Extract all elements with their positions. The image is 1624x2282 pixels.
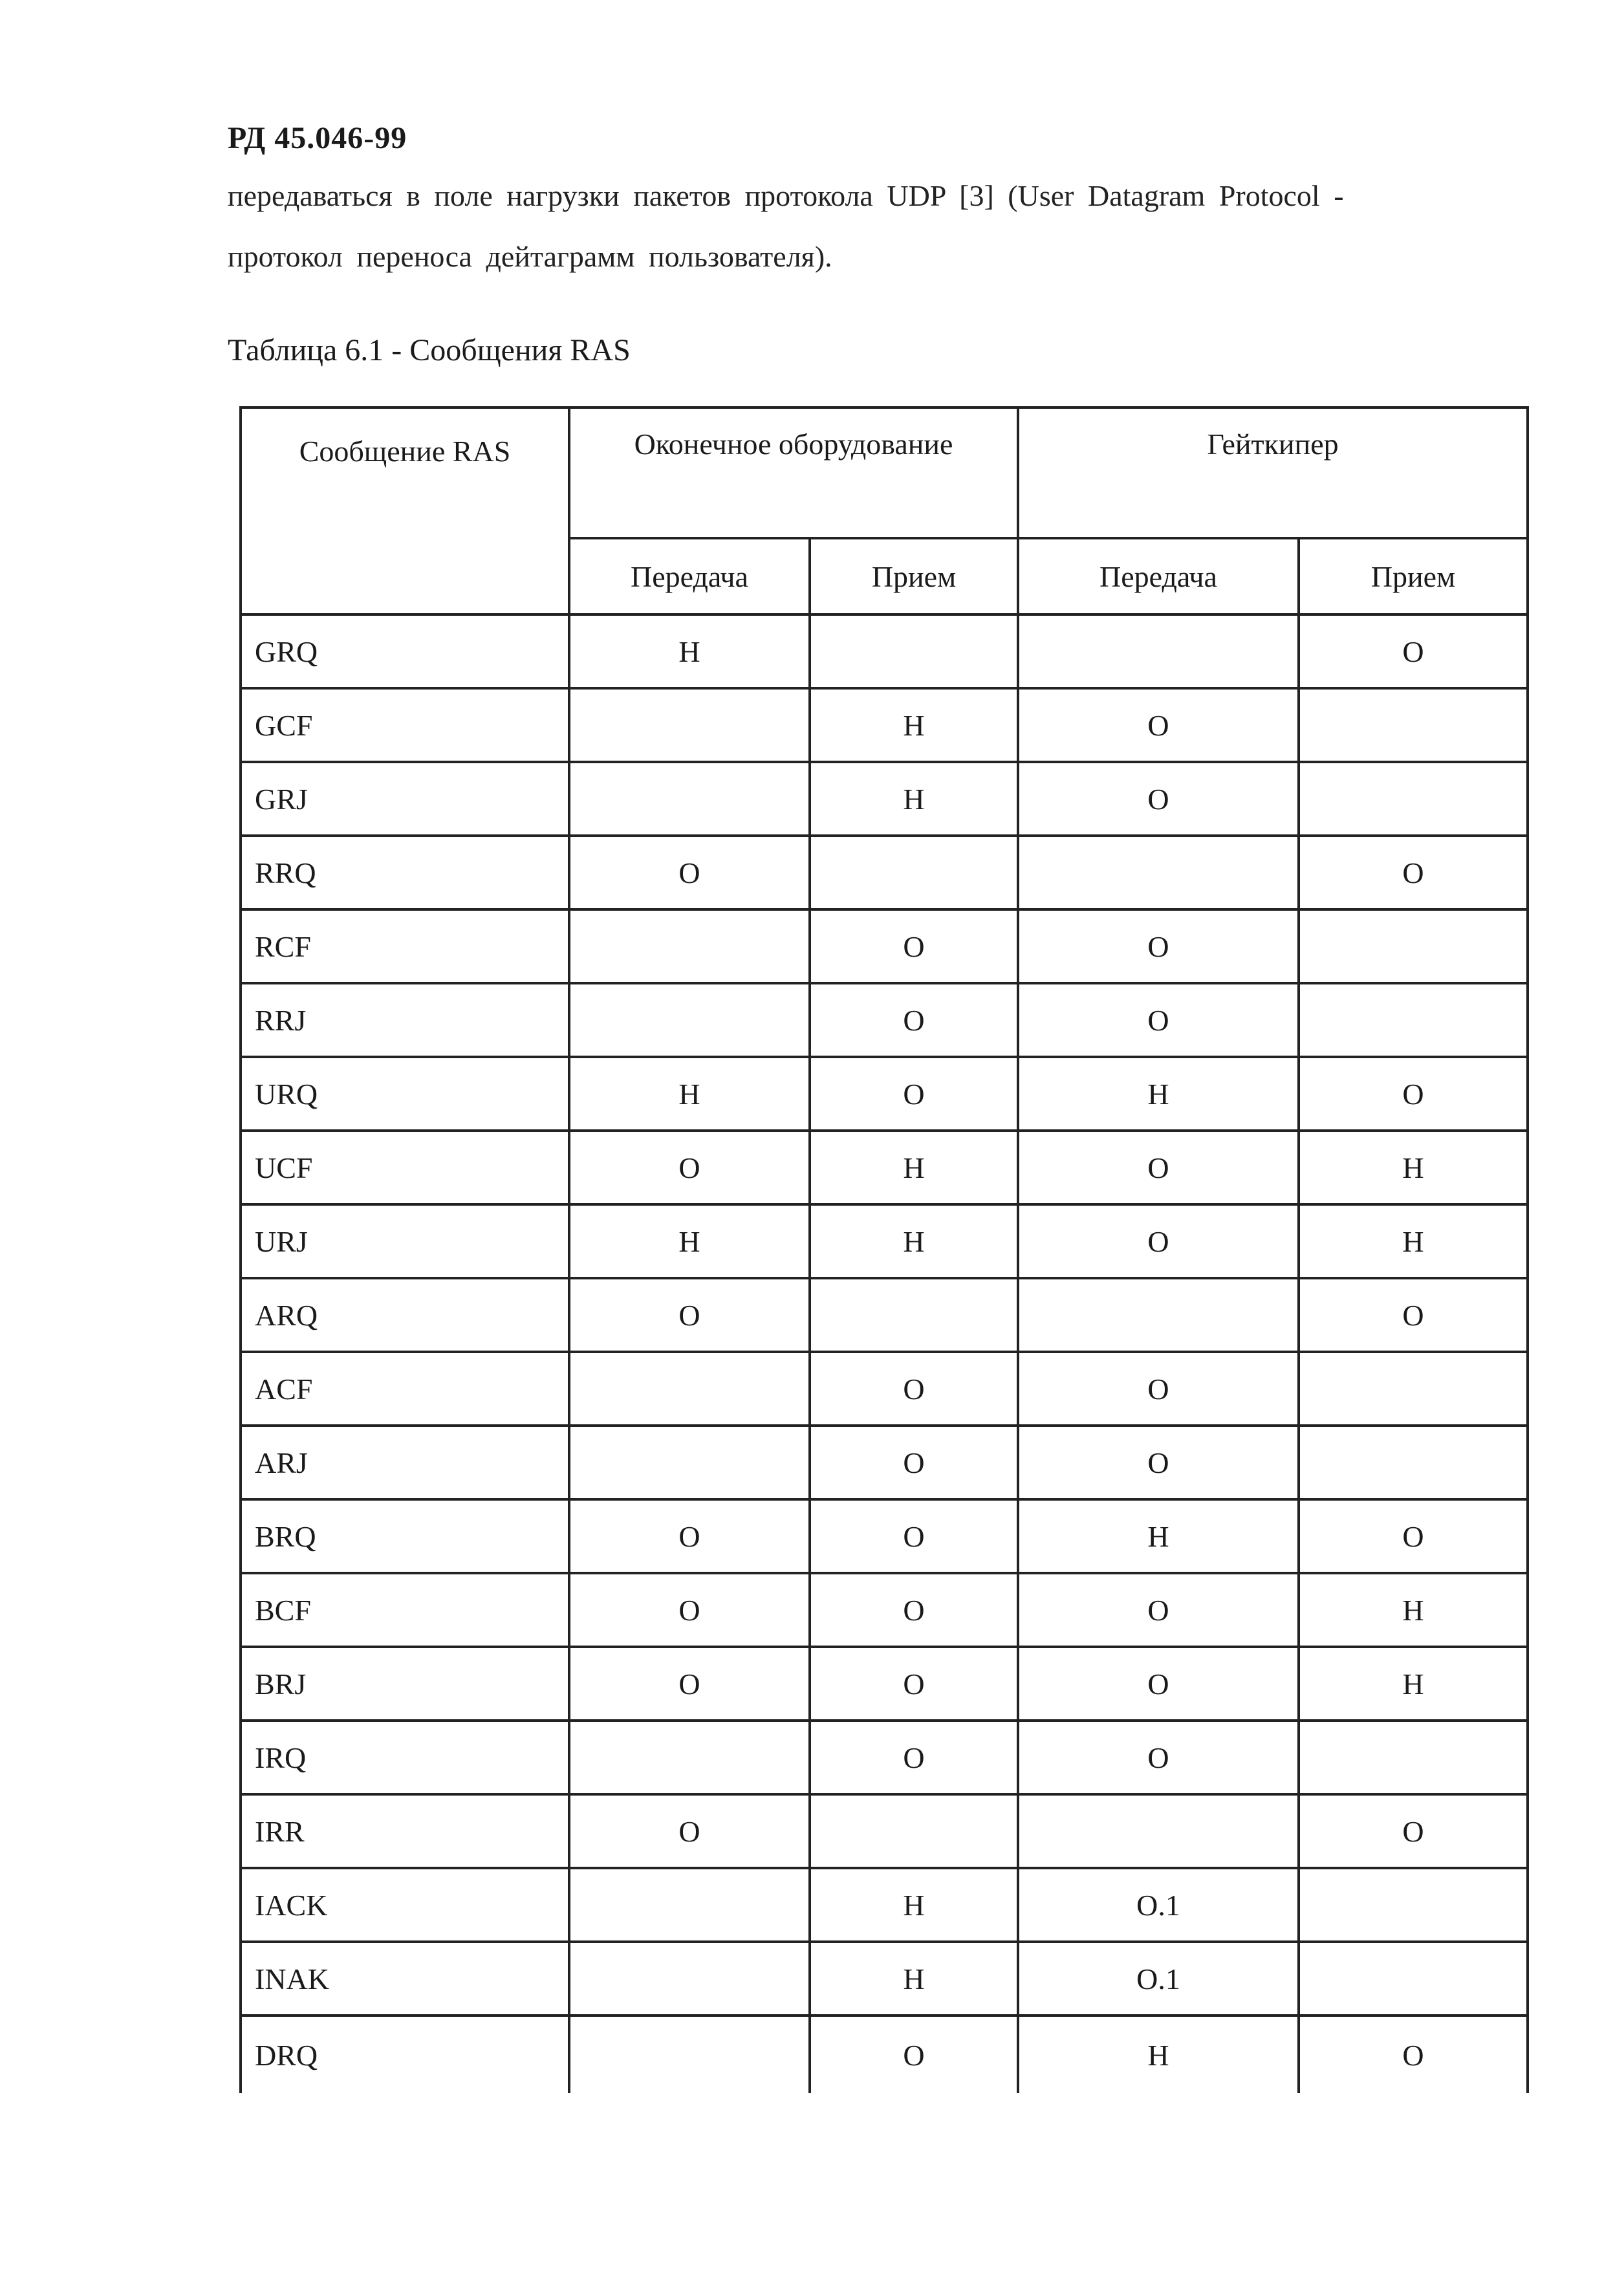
gatekeeper-receive-cell [1299,909,1528,983]
table-row [241,1426,1528,1499]
message-cell: DRQ [241,2016,569,2093]
table-row [241,1868,1528,1942]
message-cell: RCF [241,909,569,983]
message-cell: BCF [241,1573,569,1647]
terminal-send-cell [569,909,810,983]
header-message: Сообщение RAS [241,408,569,614]
table-row [241,1278,1528,1352]
gatekeeper-receive-cell: О [1299,1057,1528,1131]
gatekeeper-send-cell: О [1018,762,1299,836]
table-row [241,836,1528,909]
table-row [241,614,1528,688]
gatekeeper-send-cell: Н [1018,1057,1299,1131]
terminal-send-cell [569,983,810,1057]
header-gatekeeper: Гейткипер [1018,408,1528,538]
table-row [241,1499,1528,1573]
gatekeeper-receive-cell [1299,1721,1528,1794]
terminal-receive-cell: О [810,1647,1018,1721]
gatekeeper-send-cell: О [1018,1426,1299,1499]
terminal-send-cell [569,2016,810,2093]
terminal-receive-cell [810,1278,1018,1352]
table-row [241,1204,1528,1278]
gatekeeper-send-cell: О [1018,1573,1299,1647]
terminal-receive-cell: Н [810,1204,1018,1278]
gatekeeper-receive-cell: О [1299,1499,1528,1573]
gatekeeper-send-cell: O.1 [1018,1868,1299,1942]
gatekeeper-receive-cell [1299,762,1528,836]
gatekeeper-receive-cell [1299,983,1528,1057]
message-cell: RRQ [241,836,569,909]
gatekeeper-send-cell [1018,614,1299,688]
gatekeeper-receive-cell [1299,1942,1528,2016]
table-row [241,762,1528,836]
terminal-send-cell: О [569,1647,810,1721]
terminal-send-cell [569,688,810,762]
message-cell: ACF [241,1352,569,1426]
gatekeeper-receive-cell: Н [1299,1647,1528,1721]
terminal-send-cell: О [569,1278,810,1352]
terminal-send-cell: О [569,1794,810,1868]
header-terminal-receive: Прием [810,538,1018,614]
table-row [241,983,1528,1057]
message-cell: INAK [241,1942,569,2016]
terminal-receive-cell: О [810,1426,1018,1499]
gatekeeper-send-cell: О [1018,1204,1299,1278]
table-row [241,1942,1528,2016]
terminal-receive-cell: О [810,2016,1018,2093]
document-code: РД 45.046-99 [228,121,407,155]
terminal-receive-cell: О [810,1573,1018,1647]
gatekeeper-send-cell: О [1018,1647,1299,1721]
gatekeeper-receive-cell [1299,688,1528,762]
terminal-send-cell [569,1868,810,1942]
terminal-receive-cell: Н [810,762,1018,836]
terminal-send-cell: О [569,1499,810,1573]
message-cell: URQ [241,1057,569,1131]
message-cell: ARQ [241,1278,569,1352]
gatekeeper-send-cell: O.1 [1018,1942,1299,2016]
gatekeeper-receive-cell [1299,1868,1528,1942]
terminal-send-cell: Н [569,1204,810,1278]
table-row [241,1057,1528,1131]
gatekeeper-receive-cell: О [1299,614,1528,688]
table-row [241,688,1528,762]
message-cell: IRQ [241,1721,569,1794]
gatekeeper-send-cell: О [1018,688,1299,762]
gatekeeper-send-cell: О [1018,1131,1299,1204]
gatekeeper-receive-cell: О [1299,1794,1528,1868]
gatekeeper-send-cell: О [1018,983,1299,1057]
gatekeeper-send-cell: Н [1018,2016,1299,2093]
terminal-send-cell: О [569,836,810,909]
table-caption: Таблица 6.1 - Сообщения RAS [228,333,631,367]
gatekeeper-receive-cell: О [1299,1278,1528,1352]
terminal-receive-cell: О [810,1352,1018,1426]
message-cell: GRQ [241,614,569,688]
terminal-send-cell: О [569,1131,810,1204]
paragraph-line-2: протокол переноса дейтаграмм пользователя). [228,240,832,273]
paragraph-line-1: передаваться в поле нагрузки пакетов протокола UDP [3] (User Datagram Protocol - [228,179,1344,212]
gatekeeper-send-cell [1018,1794,1299,1868]
terminal-receive-cell: О [810,1721,1018,1794]
terminal-send-cell [569,1352,810,1426]
terminal-receive-cell [810,836,1018,909]
header-terminal-send: Передача [569,538,810,614]
gatekeeper-receive-cell: О [1299,836,1528,909]
table-row [241,1794,1528,1868]
table-row [241,1647,1528,1721]
message-cell: RRJ [241,983,569,1057]
terminal-receive-cell: О [810,1057,1018,1131]
message-cell: ARJ [241,1426,569,1499]
message-cell: UCF [241,1131,569,1204]
terminal-receive-cell: О [810,909,1018,983]
table-row [241,1131,1528,1204]
table-row [241,1721,1528,1794]
gatekeeper-receive-cell [1299,1426,1528,1499]
terminal-receive-cell: Н [810,1942,1018,2016]
terminal-receive-cell: О [810,983,1018,1057]
table-row [241,2016,1528,2093]
header-gatekeeper-receive: Прием [1299,538,1528,614]
terminal-receive-cell [810,614,1018,688]
terminal-send-cell [569,1942,810,2016]
message-cell: IACK [241,1868,569,1942]
gatekeeper-receive-cell: О [1299,2016,1528,2093]
terminal-receive-cell: Н [810,688,1018,762]
message-cell: BRQ [241,1499,569,1573]
table-row [241,1352,1528,1426]
gatekeeper-send-cell [1018,836,1299,909]
terminal-send-cell: Н [569,614,810,688]
gatekeeper-send-cell: О [1018,1352,1299,1426]
terminal-send-cell [569,1721,810,1794]
message-cell: GCF [241,688,569,762]
table-row [241,1573,1528,1647]
terminal-receive-cell: Н [810,1868,1018,1942]
header-terminal-equipment: Оконечное оборудование [569,408,1018,538]
header-gatekeeper-send: Передача [1018,538,1299,614]
message-cell: BRJ [241,1647,569,1721]
gatekeeper-receive-cell: Н [1299,1131,1528,1204]
terminal-send-cell [569,1426,810,1499]
message-cell: URJ [241,1204,569,1278]
table-row [241,909,1528,983]
terminal-send-cell [569,762,810,836]
gatekeeper-receive-cell: Н [1299,1204,1528,1278]
ras-messages-table [239,406,1529,2093]
terminal-receive-cell: О [810,1499,1018,1573]
terminal-send-cell: О [569,1573,810,1647]
gatekeeper-receive-cell: Н [1299,1573,1528,1647]
terminal-receive-cell: Н [810,1131,1018,1204]
gatekeeper-receive-cell [1299,1352,1528,1426]
gatekeeper-send-cell: О [1018,909,1299,983]
terminal-send-cell: Н [569,1057,810,1131]
terminal-receive-cell [810,1794,1018,1868]
gatekeeper-send-cell [1018,1278,1299,1352]
gatekeeper-send-cell: Н [1018,1499,1299,1573]
message-cell: IRR [241,1794,569,1868]
message-cell: GRJ [241,762,569,836]
gatekeeper-send-cell: О [1018,1721,1299,1794]
